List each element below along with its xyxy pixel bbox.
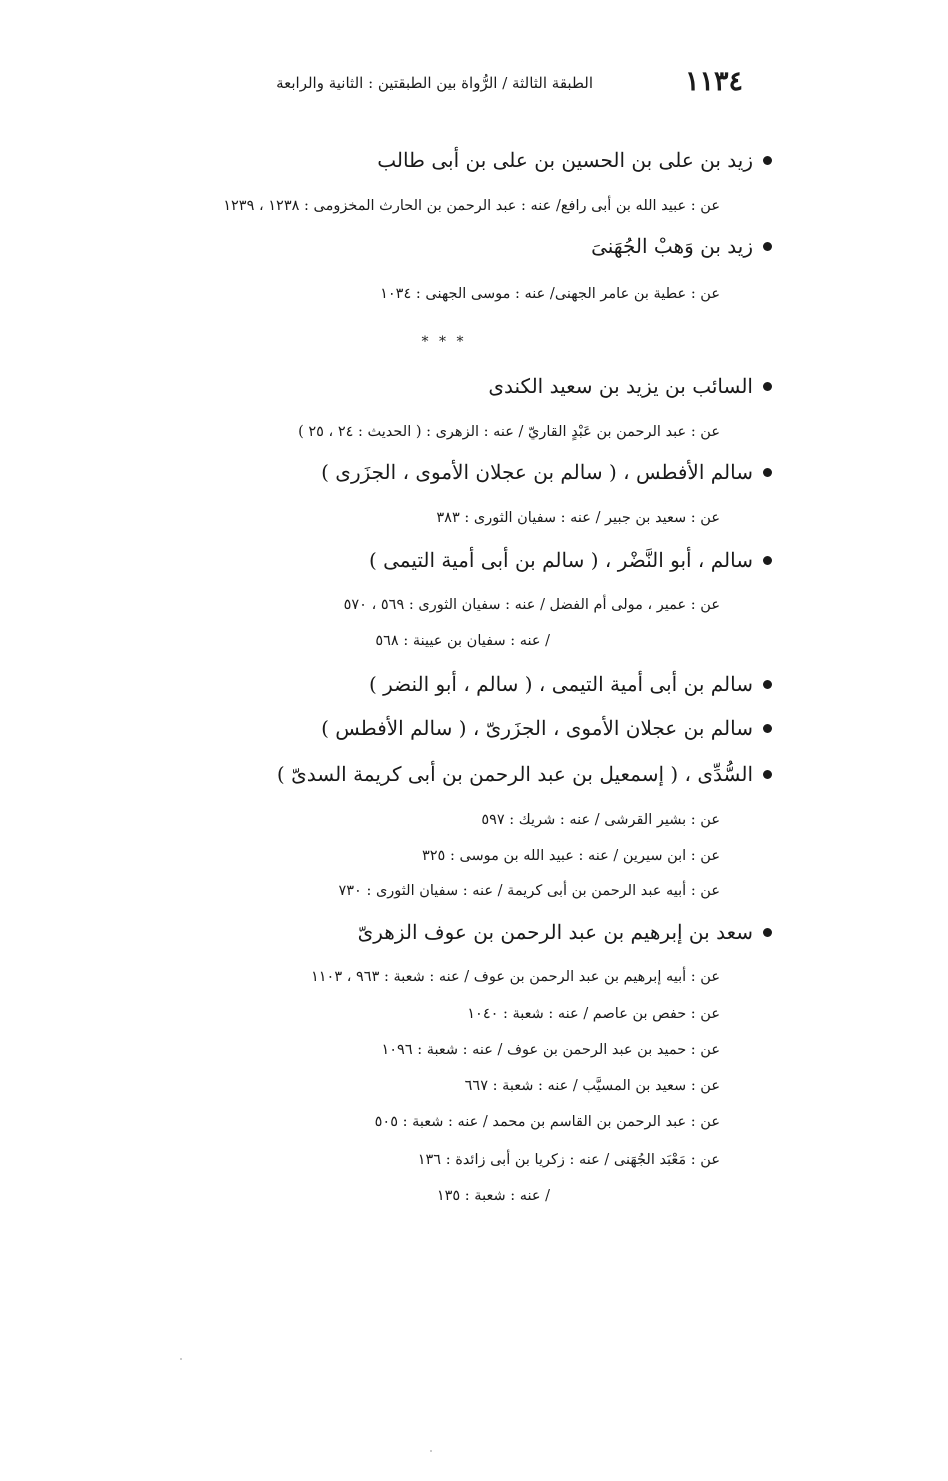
entry-heading [369, 548, 772, 572]
entry-line: / عنه : شعبة : ١٣٥ [436, 1188, 550, 1204]
scan-speck [430, 1450, 432, 1452]
entry-heading [369, 672, 772, 696]
entry-line: عن : سعيد بن جبير / عنه : سفيان الثورى : ٣٨٣ [436, 510, 720, 526]
page-number: ١١٣٤ [684, 66, 743, 97]
entry-heading [358, 920, 772, 944]
entry-line: عن : عمير ، مولى أم الفضل / عنه : سفيان الثورى : ٥٦٩ ، ٥٧٠ [343, 597, 720, 613]
entry-name: السائب بن يزيد بن سعيد الكندى [488, 374, 753, 398]
entry-name: سالم بن أبى أمية التيمى ، ( سالم ، أبو النضر ) [368, 672, 753, 696]
bullet-icon [763, 928, 772, 937]
bullet-icon [763, 556, 772, 565]
entry-name: زيد بن على بن الحسين بن على بن أبى طالب [377, 148, 753, 172]
entry-line: عن : ابن سيرين / عنه : عبيد الله بن موسى : ٣٢٥ [421, 848, 720, 864]
entry-line: / عنه : سفيان بن عيينة : ٥٦٨ [375, 633, 550, 649]
bullet-icon [763, 156, 772, 165]
scan-speck [180, 1358, 182, 1360]
entry-line: عن : بشير القرشى / عنه : شريك : ٥٩٧ [481, 812, 720, 828]
entry-line: عن : حميد بن عبد الرحمن بن عوف / عنه : شعبة : ١٠٩٦ [381, 1042, 720, 1058]
section-separator: * * * [421, 334, 467, 350]
entry-line: عن : أبيه عبد الرحمن بن أبى كريمة / عنه : سفيان الثورى : ٧٣٠ [338, 883, 720, 899]
entry-line: عن : سعيد بن المسيَّب / عنه : شعبة : ٦٦٧ [464, 1078, 720, 1094]
entry-name: سالم الأفطس ، ( سالم بن عجلان الأموى ، الجزَرى ) [321, 460, 753, 484]
bullet-icon [763, 382, 772, 391]
entry-line: عن : مَعْبَد الجُهَنى / عنه : زكريا بن أبى زائدة : ١٣٦ [417, 1152, 720, 1168]
entry-line: عن : عطية بن عامر الجهنى/ عنه : موسى الجهنى : ١٠٣٤ [380, 286, 720, 302]
running-header: الطبقة الثالثة / الرُّواة بين الطبقتين : الثانية والرابعة [276, 74, 593, 92]
bullet-icon [763, 680, 772, 689]
bullet-icon [763, 724, 772, 733]
bullet-icon [763, 468, 772, 477]
entry-heading [321, 460, 772, 484]
entry-heading [591, 234, 772, 258]
entry-heading [377, 148, 772, 172]
entry-heading [321, 716, 772, 740]
entry-heading [277, 762, 772, 786]
entry-name: سالم بن عجلان الأموى ، الجزَرىّ ، ( سالم الأفطس ) [321, 716, 753, 740]
entry-name: السُّدِّى ، ( إسمعيل بن عبد الرحمن بن أبى كريمة السدىّ ) [276, 762, 753, 786]
entry-line: عن : عبد الرحمن بن القاسم بن محمد / عنه : شعبة : ٥٠٥ [374, 1114, 720, 1130]
entry-heading [488, 374, 772, 398]
bullet-icon [763, 242, 772, 251]
entry-line: عن : حفص بن عاصم / عنه : شعبة : ١٠٤٠ [467, 1006, 720, 1022]
entry-line: عن : عبيد الله بن أبى رافع/ عنه : عبد الرحمن بن الحارث المخزومى : ١٢٣٨ ، ١٢٣٩ [223, 198, 720, 214]
entry-name: سعد بن إبرهيم بن عبد الرحمن بن عوف الزهرىّ [357, 920, 753, 944]
entry-name: زيد بن وَهبْ الجُهَنىَ [591, 234, 753, 258]
entry-name: سالم ، أبو النَّضْر ، ( سالم بن أبى أمية التيمى ) [368, 548, 753, 572]
entry-line: عن : أبيه إبرهيم بن عبد الرحمن بن عوف / عنه : شعبة : ٩٦٣ ، ١١٠٣ [310, 969, 720, 985]
bullet-icon [763, 770, 772, 779]
entry-line: عن : عبد الرحمن بن عَبْدٍ القاريّ / عنه : الزهرى : ( الحديث : ٢٤ ، ٢٥ ) [298, 424, 720, 440]
